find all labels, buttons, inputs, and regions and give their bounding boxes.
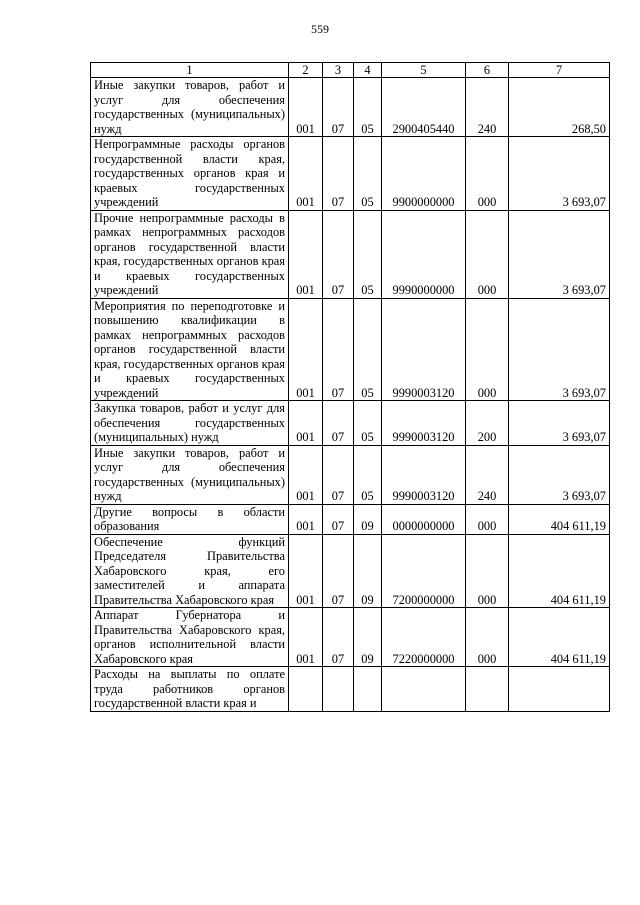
ministry-code: 001: [289, 210, 323, 298]
section-code: 07: [323, 534, 354, 608]
expense-type-code: 000: [466, 298, 509, 401]
expense-type-code: 000: [466, 137, 509, 211]
column-header: 2: [289, 63, 323, 78]
budget-table: [90, 62, 610, 712]
ministry-code: 001: [289, 608, 323, 667]
table-row: [91, 504, 610, 534]
column-header: 7: [509, 63, 610, 78]
target-article-code: 9990003120: [382, 401, 466, 446]
column-header: 4: [354, 63, 382, 78]
table-header-row: [91, 63, 610, 78]
subsection-code: 05: [354, 401, 382, 446]
subsection-code: 05: [354, 445, 382, 504]
amount: 3 693,07: [509, 445, 610, 504]
expense-type-code: 200: [466, 401, 509, 446]
expense-name: Другие вопросы в области образования: [91, 504, 289, 534]
target-article-code: 0000000000: [382, 504, 466, 534]
table-row: [91, 210, 610, 298]
table-row: [91, 667, 610, 712]
expense-type-code: 000: [466, 210, 509, 298]
ministry-code: 001: [289, 445, 323, 504]
ministry-code: 001: [289, 298, 323, 401]
expense-name: Прочие непрограммные расходы в рамках непрограммных расходов органов государственной власти края, государственных органов края и краевых государственных учреждений: [91, 210, 289, 298]
target-article-code: 9990000000: [382, 210, 466, 298]
expense-name: Закупка товаров, работ и услуг для обеспечения государственных (муниципальных) нужд: [91, 401, 289, 446]
expense-type-code: 000: [466, 534, 509, 608]
ministry-code: [289, 667, 323, 712]
section-code: 07: [323, 608, 354, 667]
subsection-code: 05: [354, 298, 382, 401]
section-code: 07: [323, 78, 354, 137]
amount: 3 693,07: [509, 401, 610, 446]
target-article-code: [382, 667, 466, 712]
expense-type-code: [466, 667, 509, 712]
ministry-code: 001: [289, 534, 323, 608]
expense-name: Мероприятия по переподготовке и повышению квалификации в рамках непрограммных расходов органов государственной власти края, государственных органов края и краевых государственных учреждений: [91, 298, 289, 401]
expense-name: Расходы на выплаты по оплате труда работников органов государственной власти края и: [91, 667, 289, 712]
expense-name: Обеспечение функций Председателя Правительства Хабаровского края, его заместителей и аппарата Правительства Хабаровского края: [91, 534, 289, 608]
amount: 404 611,19: [509, 504, 610, 534]
amount: 3 693,07: [509, 298, 610, 401]
ministry-code: 001: [289, 137, 323, 211]
table-row: [91, 78, 610, 137]
target-article-code: 2900405440: [382, 78, 466, 137]
table-row: [91, 445, 610, 504]
ministry-code: 001: [289, 504, 323, 534]
section-code: 07: [323, 298, 354, 401]
section-code: 07: [323, 401, 354, 446]
expense-name: Непрограммные расходы органов государственной власти края, государственных органов края и краевых государственных учреждений: [91, 137, 289, 211]
ministry-code: 001: [289, 401, 323, 446]
expense-type-code: 240: [466, 445, 509, 504]
expense-type-code: 000: [466, 504, 509, 534]
ministry-code: 001: [289, 78, 323, 137]
column-header: 6: [466, 63, 509, 78]
target-article-code: 7220000000: [382, 608, 466, 667]
subsection-code: 09: [354, 534, 382, 608]
amount: [509, 667, 610, 712]
subsection-code: 05: [354, 78, 382, 137]
section-code: 07: [323, 504, 354, 534]
expense-name: Иные закупки товаров, работ и услуг для обеспечения государственных (муниципальных) нужд: [91, 78, 289, 137]
expense-type-code: 240: [466, 78, 509, 137]
subsection-code: [354, 667, 382, 712]
section-code: 07: [323, 137, 354, 211]
subsection-code: 09: [354, 608, 382, 667]
table-row: [91, 401, 610, 446]
target-article-code: 9900000000: [382, 137, 466, 211]
amount: 3 693,07: [509, 210, 610, 298]
page-number: 559: [311, 22, 329, 36]
section-code: 07: [323, 210, 354, 298]
target-article-code: 7200000000: [382, 534, 466, 608]
table-row: [91, 298, 610, 401]
table-row: [91, 608, 610, 667]
subsection-code: 05: [354, 210, 382, 298]
expense-name: Иные закупки товаров, работ и услуг для обеспечения государственных (муниципальных) нужд: [91, 445, 289, 504]
column-header: 3: [323, 63, 354, 78]
column-header: 1: [91, 63, 289, 78]
section-code: [323, 667, 354, 712]
amount: 3 693,07: [509, 137, 610, 211]
target-article-code: 9990003120: [382, 445, 466, 504]
expense-name: Аппарат Губернатора и Правительства Хабаровского края, органов исполнительной власти Хабаровского края: [91, 608, 289, 667]
table-row: [91, 137, 610, 211]
table-row: [91, 534, 610, 608]
target-article-code: 9990003120: [382, 298, 466, 401]
amount: 404 611,19: [509, 608, 610, 667]
subsection-code: 05: [354, 137, 382, 211]
expense-type-code: 000: [466, 608, 509, 667]
column-header: 5: [382, 63, 466, 78]
section-code: 07: [323, 445, 354, 504]
amount: 404 611,19: [509, 534, 610, 608]
amount: 268,50: [509, 78, 610, 137]
subsection-code: 09: [354, 504, 382, 534]
